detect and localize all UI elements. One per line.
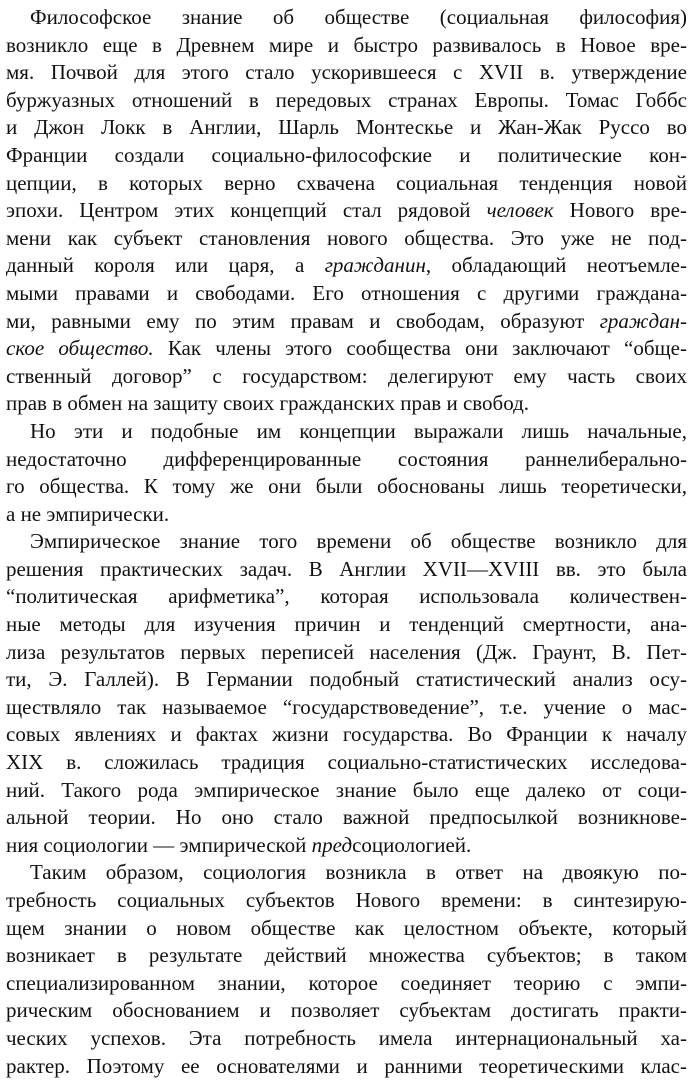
text-line: “политическая арифметика”, которая использовала количествен- [6,584,687,609]
paragraph [6,859,687,1080]
text-line: и Джон Локк в Англии, Шарль Монтескье и Жан-Жак Руссо во [6,115,687,140]
text-line: го общества. К тому же они были обоснованы лишь теоретически, [6,474,687,499]
text-line: Но эти и подобные им концепции выражали лишь начальные, [30,418,687,443]
text-line: Франции создали социально-философские и политические кон- [6,142,687,167]
document-page [6,4,687,1080]
text-line: ми, равными ему по этим правам и свободам, образуют граждан- [6,308,687,333]
italic-term: человек [486,198,554,223]
text-line: ний. Такого рода эмпирическое знание было еще далеко от соци- [6,777,687,802]
text-line: альной теории. Но оно стало важной предпосылкой возникнове- [6,805,687,830]
text-line: совых явлениях и фактах жизни государства. Во Франции к началу [6,722,687,747]
text-line: а не эмпирически. [6,501,170,526]
text-line: специализированном знании, которое соединяет теорию с эмпи- [6,970,687,995]
text-line: ти, Э. Галлей). В Германии подобный статистический анализ осу- [6,667,687,692]
text-line: рическим обоснованием и позволяет субъектам достигать практи- [6,998,687,1023]
italic-term: гражданин [324,253,426,278]
text-line: буржуазных отношений в передовых странах Европы. Томас Гоббс [6,87,687,112]
italic-term: ское общество. [6,336,154,361]
italic-term: граждан- [599,308,687,333]
text-line: эпохи. Центром этих концепций стал рядовой человек Нового вре- [6,198,687,223]
text-line: ществляло так называемое “государствоведение”, т.е. учение о мас- [6,694,687,719]
paragraph [6,418,687,528]
text-line: ческих успехов. Эта потребность имела интернациональный ха- [6,1025,687,1050]
text-line: цепции, в которых верно схвачена социальная тенденция новой [6,170,687,195]
italic-term: пред [311,832,353,857]
text-line: лиза результатов первых переписей населения (Дж. Граунт, В. Пет- [6,639,687,664]
text-line: ные методы для изучения причин и тенденций смертности, ана- [6,612,687,637]
text-line: прав в обмен на защиту своих гражданских прав и свобод. [6,391,530,416]
text-line: возникло еще в Древнем мире и быстро развивалось в Новое вре- [6,32,687,57]
text-line: Таким образом, социология возникла в ответ на двоякую по- [30,860,687,885]
text-line: Философское знание об обществе (социальная философия) [30,5,687,29]
text-line: рактер. Поэтому ее основателями и ранними теоретическими клас- [6,1053,687,1078]
text-line: решения практических задач. В Англии XVII—XVIII вв. это была [6,556,687,581]
text-line: Эмпирическое знание того времени об обществе возникло для [30,529,687,554]
paragraph [6,4,687,418]
text-line: ственный договор” с государством: делегируют ему часть своих [6,363,687,388]
text-line: требность социальных субъектов Нового времени: в синтезирую- [6,888,687,912]
text-line: XIX в. сложилась традиция социально-статистических исследова- [6,750,687,775]
text-line: возникает в результате действий множества субъектов; в таком [6,943,687,968]
text-line: мя. Почвой для этого стало ускорившееся с XVII в. утверждение [6,60,687,85]
paragraph [6,528,687,859]
text-line: мени как субъект становления нового общества. Это уже не под- [6,225,687,250]
text-line: щем знании о новом обществе как целостном объекте, который [6,915,687,940]
text-line: ское общество. Как члены этого сообщества они заключают “обще- [6,336,687,361]
text-line: мыми правами и свободами. Его отношения с другими граждана- [6,280,687,305]
text-line: данный короля или царя, а гражданин, обладающий неотъемле- [6,253,687,278]
text-line: недостаточно дифференцированные состояния раннелиберально- [6,446,687,471]
text-line: ния социологии — эмпирической предсоциологией. [6,832,472,857]
